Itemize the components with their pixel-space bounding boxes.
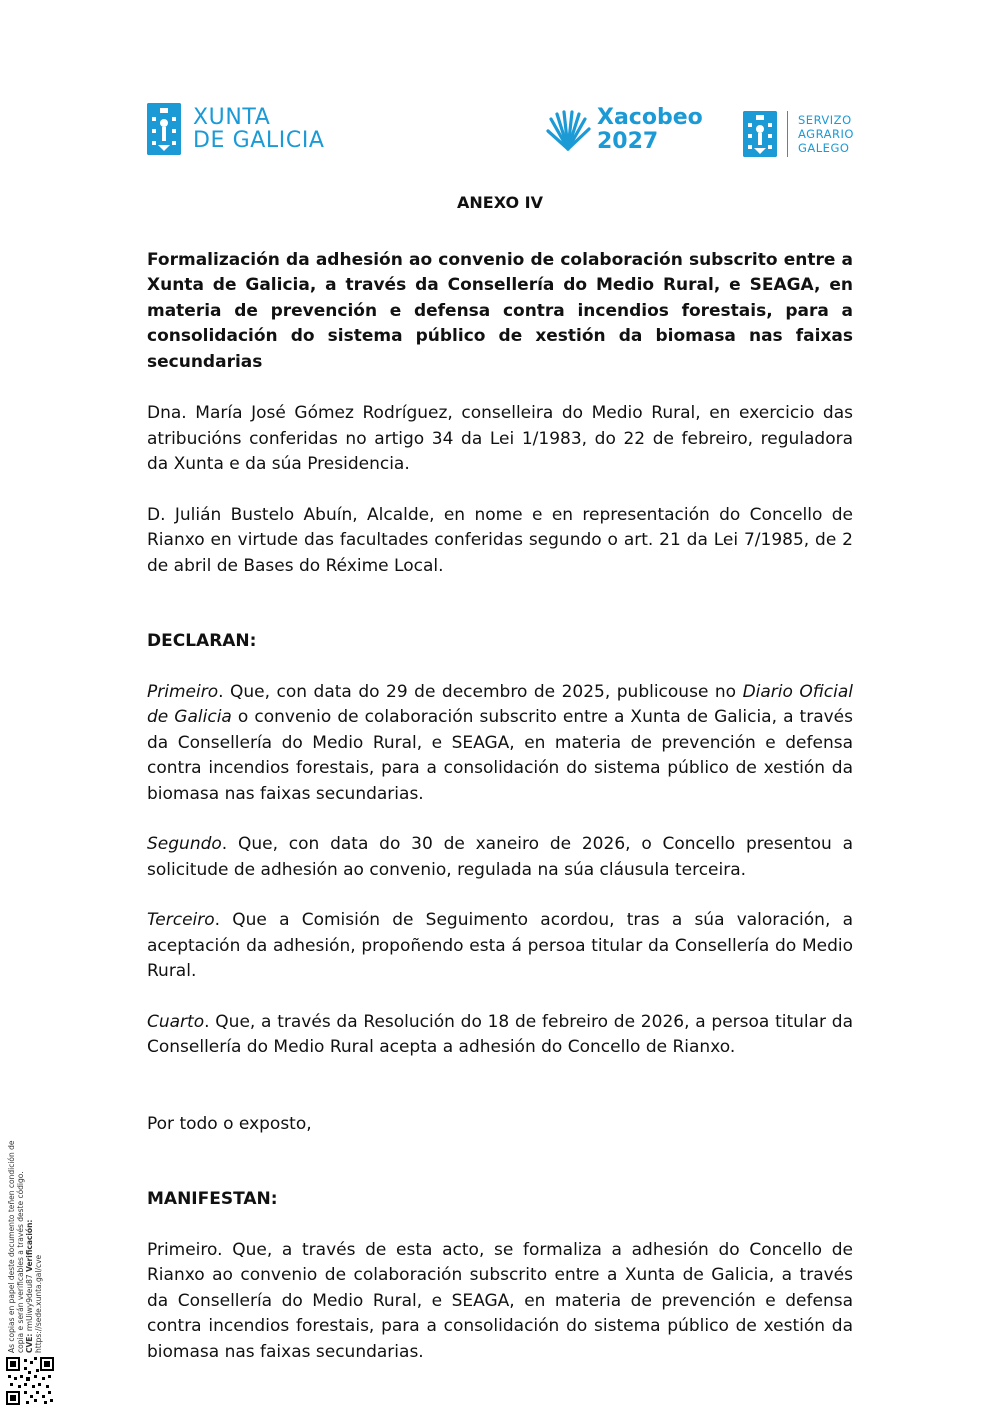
xacobeo-logo <box>545 106 703 154</box>
verification-line2: copia e serán verificables a través deste código. <box>16 1171 25 1353</box>
verification-line3 <box>25 1123 43 1353</box>
seaga-logo-line3: GALEGO <box>798 141 850 155</box>
xunta-logo-line1: XUNTA <box>193 105 271 130</box>
manifest-1: Primeiro. Que, a través de esta acto, se formaliza a adhesión do Concello de Rianxo ao convenio de colaboración subscrito entre a Xunta de Galicia, a través da Consellería do Medio Rural, e SEAGA, en materia de prevención e defensa contra incendios forestais, para a consolidación do sistema público de xestión da biomasa nas faixas secundarias. <box>147 1239 853 1362</box>
document-title: Formalización da adhesión ao convenio de colaboración subscrito entre a Xunta de Galicia, a través da Consellería do Medio Rural, e SEAGA, en materia de prevención e defensa contra incendios forestais, para a consolidación do sistema público de xestión da biomasa nas faixas secundarias <box>147 249 853 372</box>
document-body <box>147 190 853 1390</box>
por-todo-text: Por todo o exposto, <box>147 1113 312 1134</box>
declaration-1 <box>147 680 853 808</box>
cve-label: CVE: <box>25 1333 34 1353</box>
manifestan-heading: MANIFESTAN: <box>147 1189 278 1209</box>
verification-text <box>7 1123 43 1353</box>
annex-title: ANEXO IV <box>457 193 543 212</box>
verif-url: https://sede.xunta.gal/cve <box>34 1254 43 1353</box>
cve-code: rmUiwy9deu87 <box>25 1274 34 1332</box>
declaration-3-text: . Que a Comisión de Seguimento acordou, tras a súa valoración, a aceptación da adhesión, propoñendo esta á persoa titular da Consellería do Medio Rural. <box>147 910 853 981</box>
verification-line1: As copias en papel deste documento teñen condición de <box>7 1140 16 1353</box>
xacobeo-logo-line2: 2027 <box>597 129 659 154</box>
declaration-2-text: . Que, con data do 30 de xaneiro de 2026, o Concello presentou a solicitude de adhesión ao convenio, regulada na súa cláusula terceira. <box>147 834 853 880</box>
scallop-shell-icon <box>545 109 591 151</box>
party-conselleira: Dna. María José Gómez Rodríguez, conselleira do Medio Rural, en exercicio das atribucións conferidas no artigo 34 da Lei 1/1983, do 22 de febreiro, reguladora da Xunta e da súa Presidencia. <box>147 403 853 474</box>
declaration-2-label: Segundo <box>147 834 222 854</box>
declaration-1-text-b: o convenio de colaboración subscrito entre a Xunta de Galicia, a través da Consellería do Medio Rural, e SEAGA, en materia de prevención e defensa contra incendios forestais, para a consolidación do sistema público de xestión da biomasa nas faixas secundarias. <box>147 707 853 804</box>
galicia-shield-icon <box>743 111 777 157</box>
declaration-3-label: Terceiro <box>147 910 215 930</box>
xunta-logo-line2: DE GALICIA <box>193 128 325 153</box>
declaration-4-text: . Que, a través da Resolución do 18 de febreiro de 2026, a persoa titular da Consellería do Medio Rural acepta a adhesión do Concello de Rianxo. <box>147 1011 853 1057</box>
xunta-logo <box>147 103 325 155</box>
seaga-logo-line2: AGRARIO <box>798 127 854 141</box>
verif-label: Verificación: <box>25 1219 34 1272</box>
declaration-1-text-a: . Que, con data do 29 de decembro de 2025, publicouse no <box>218 681 743 702</box>
seaga-logo-line1: SERVIZO <box>798 113 852 127</box>
galicia-shield-icon <box>147 103 181 155</box>
party-alcalde: D. Julián Bustelo Abuín, Alcalde, en nome e en representación do Concello de Rianxo en virtude das facultades conferidas segundo o art. 21 da Lei 7/1985, de 2 de abril de Bases do Réxime Local. <box>147 504 853 576</box>
declaration-4 <box>147 1010 853 1061</box>
declaration-3 <box>147 908 853 985</box>
qr-code-icon <box>6 1357 54 1405</box>
xacobeo-logo-line1: Xacobeo <box>597 105 703 130</box>
declaration-1-journal: Diario Oficial de Galicia <box>147 681 853 727</box>
declaration-4-label: Cuarto <box>147 1011 205 1032</box>
logo-separator <box>787 111 788 157</box>
declaration-1-label: Primeiro <box>147 681 219 702</box>
seaga-logo <box>743 111 854 157</box>
declaran-heading: DECLARAN: <box>147 631 257 651</box>
declaration-2 <box>147 832 853 883</box>
verification-margin <box>0 1120 50 1353</box>
